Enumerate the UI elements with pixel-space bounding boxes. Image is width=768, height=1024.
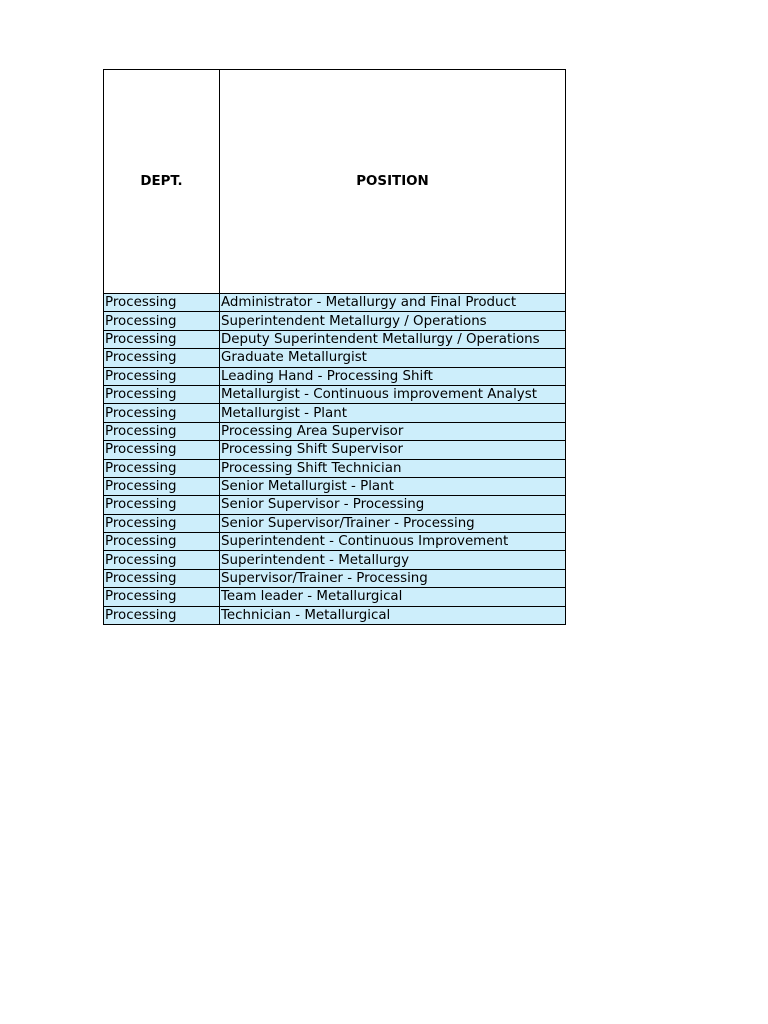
dept-cell: Processing [104, 533, 220, 551]
position-cell: Deputy Superintendent Metallurgy / Operations [220, 330, 566, 348]
dept-cell: Processing [104, 569, 220, 587]
dept-cell: Processing [104, 422, 220, 440]
table-row [104, 588, 566, 606]
position-cell: Graduate Metallurgist [220, 349, 566, 367]
dept-cell: Processing [104, 385, 220, 403]
table-row [104, 312, 566, 330]
table-row [104, 422, 566, 440]
dept-cell: Processing [104, 294, 220, 312]
dept-cell: Processing [104, 496, 220, 514]
table-row [104, 606, 566, 624]
dept-cell: Processing [104, 330, 220, 348]
position-cell: Supervisor/Trainer - Processing [220, 569, 566, 587]
table-row [104, 404, 566, 422]
position-cell: Senior Supervisor - Processing [220, 496, 566, 514]
position-cell: Senior Metallurgist - Plant [220, 477, 566, 495]
position-cell: Metallurgist - Continuous improvement Analyst [220, 385, 566, 403]
table-row [104, 496, 566, 514]
dept-cell: Processing [104, 514, 220, 532]
dept-cell: Processing [104, 367, 220, 385]
table-row [104, 551, 566, 569]
table-row [104, 330, 566, 348]
position-cell: Leading Hand - Processing Shift [220, 367, 566, 385]
table-row [104, 533, 566, 551]
position-cell: Superintendent - Metallurgy [220, 551, 566, 569]
table-body [104, 294, 566, 625]
header-row [104, 70, 566, 294]
dept-cell: Processing [104, 441, 220, 459]
table-row [104, 441, 566, 459]
position-column-header: POSITION [220, 70, 566, 294]
table-row [104, 349, 566, 367]
dept-cell: Processing [104, 459, 220, 477]
position-cell: Superintendent Metallurgy / Operations [220, 312, 566, 330]
table-row [104, 514, 566, 532]
dept-cell: Processing [104, 404, 220, 422]
dept-cell: Processing [104, 477, 220, 495]
table-row [104, 367, 566, 385]
dept-cell: Processing [104, 349, 220, 367]
table-row [104, 294, 566, 312]
position-cell: Processing Shift Supervisor [220, 441, 566, 459]
table-row [104, 385, 566, 403]
table-row [104, 569, 566, 587]
dept-cell: Processing [104, 588, 220, 606]
position-cell: Technician - Metallurgical [220, 606, 566, 624]
position-cell: Team leader - Metallurgical [220, 588, 566, 606]
position-cell: Metallurgist - Plant [220, 404, 566, 422]
position-cell: Superintendent - Continuous Improvement [220, 533, 566, 551]
position-cell: Senior Supervisor/Trainer - Processing [220, 514, 566, 532]
position-cell: Administrator - Metallurgy and Final Product [220, 294, 566, 312]
dept-cell: Processing [104, 551, 220, 569]
dept-cell: Processing [104, 606, 220, 624]
position-cell: Processing Area Supervisor [220, 422, 566, 440]
table-row [104, 459, 566, 477]
dept-column-header: DEPT. [104, 70, 220, 294]
positions-table [103, 69, 566, 625]
table-row [104, 477, 566, 495]
position-cell: Processing Shift Technician [220, 459, 566, 477]
dept-cell: Processing [104, 312, 220, 330]
